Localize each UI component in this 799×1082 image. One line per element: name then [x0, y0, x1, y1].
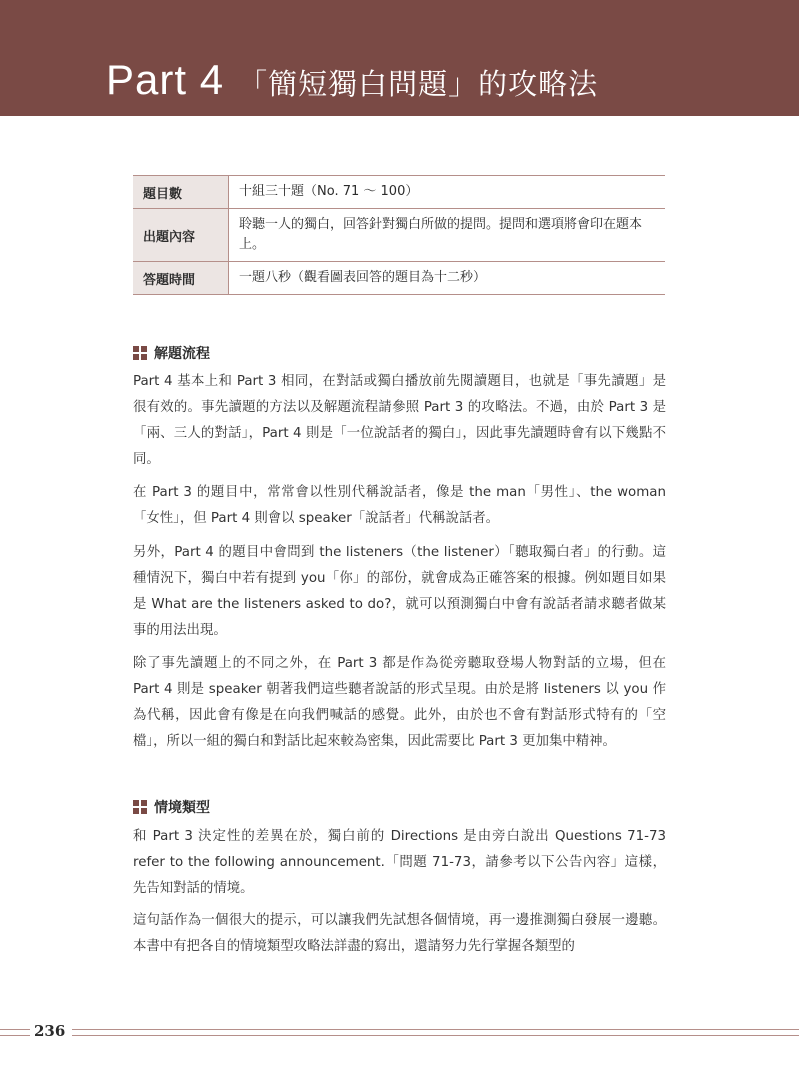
page-number: 236 — [34, 1022, 66, 1040]
info-table — [133, 175, 665, 295]
row-value-answer-time: 一題八秒（觀看圖表回答的題目為十二秒） — [239, 270, 487, 285]
footer-rule-right — [72, 1029, 799, 1036]
section-heading-situation-types — [133, 797, 210, 817]
paragraph: 這句話作為一個很大的提示，可以讓我們先試想各個情境，再一邊推測獨白發展一邊聽。本書中有把各自的情境類型攻略法詳盡的寫出，還請努力先行掌握各類型的 — [133, 913, 666, 954]
table-row — [133, 176, 665, 209]
footer-rule-left — [0, 1029, 30, 1036]
table-row — [133, 209, 665, 262]
row-label-content: 出題內容 — [133, 209, 229, 262]
squares-bullet-icon — [133, 800, 147, 814]
row-value-question-count: 十組三十題（No. 71 ～ 100） — [239, 184, 419, 199]
row-label-answer-time: 答題時間 — [133, 262, 229, 295]
row-label-question-count: 題目數 — [133, 176, 229, 209]
paragraph: Part 4 基本上和 Part 3 相同，在對話或獨白播放前先閱讀題目，也就是「事先讀題」是很有效的。事先讀題的方法以及解題流程請參照 Part 3 的攻略法。不過，由於 Part 3 是「兩、三人的對話」，Part 4 則是「一位說話者的獨白」，因此事先讀題時會有以下幾點不同。 — [133, 374, 666, 467]
paragraph: 在 Part 3 的題目中，常常會以性別代稱說話者，像是 the man「男性」、the woman「女性」，但 Part 4 則會以 speaker「說話者」代稱說話者。 — [133, 485, 666, 526]
squares-bullet-icon — [133, 346, 147, 360]
section-heading-solving-flow — [133, 343, 210, 363]
page-title — [106, 56, 598, 104]
paragraph: 和 Part 3 決定性的差異在於，獨白前的 Directions 是由旁白說出 Questions 71-73 refer to the following announcement.「問題 71-73，請參考以下公告內容」這樣，先告知對話的情境。 — [133, 829, 666, 896]
section-heading-text: 解題流程 — [154, 346, 210, 362]
part-label: Part 4 — [106, 56, 225, 103]
part-subtitle: 「簡短獨白問題」的攻略法 — [238, 67, 599, 101]
row-value-content: 聆聽一人的獨白，回答針對獨白所做的提問。提問和選項將會印在題本上。 — [239, 217, 643, 252]
paragraph: 另外，Part 4 的題目中會問到 the listeners（the listener）「聽取獨白者」的行動。這種情況下，獨白中若有提到 you「你」的部份，就會成為正確答案的根據。例如題目如果是 What are the listeners asked to do?，就可以預測獨白中會有說話者請求聽者做某事的用法出現。 — [133, 545, 666, 638]
paragraph: 除了事先讀題上的不同之外，在 Part 3 都是作為從旁聽取登場人物對話的立場，但在 Part 4 則是 speaker 朝著我們這些聽者說話的形式呈現。由於是將 listeners 以 you 作為代稱，因此會有像是在向我們喊話的感覺。此外，由於也不會有對話形式特有的「空檔」，所以一組的獨白和對話比起來較為密集，因此需要比 Part 3 更加集中精神。 — [133, 656, 666, 749]
table-row — [133, 262, 665, 295]
section-heading-text: 情境類型 — [154, 800, 210, 816]
